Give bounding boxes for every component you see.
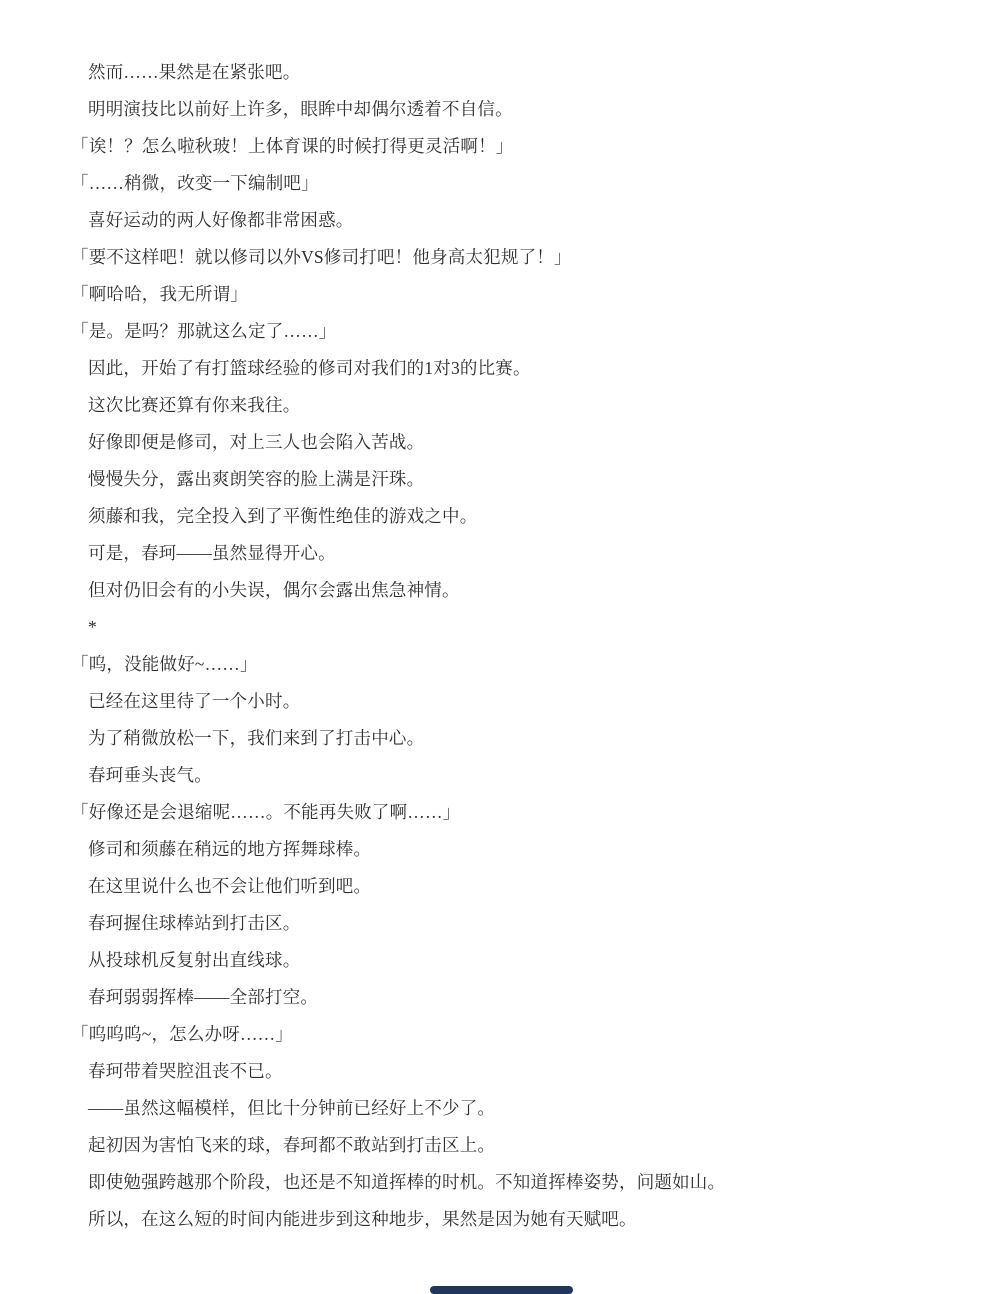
text-line: 喜好运动的两人好像都非常困惑。 [88, 210, 354, 230]
dialogue-line: 「呜呜呜~，怎么办呀……」 [71, 1024, 294, 1044]
text-line: 已经在这里待了一个小时。 [88, 691, 301, 711]
text-line: 可是，春珂——虽然显得开心。 [88, 543, 336, 563]
dialogue-line: 「好像还是会退缩呢……。不能再失败了啊……」 [71, 802, 461, 822]
text-line: 好像即便是修司，对上三人也会陷入苦战。 [88, 432, 425, 452]
text-line: 明明演技比以前好上许多，眼眸中却偶尔透着不自信。 [88, 99, 513, 119]
text-line: 春珂握住球棒站到打击区。 [88, 913, 301, 933]
text-line: 从投球机反复射出直线球。 [88, 950, 301, 970]
dialogue-line: 「是。是吗？那就这么定了……」 [71, 321, 337, 341]
text-line: 慢慢失分，露出爽朗笑容的脸上满是汗珠。 [88, 469, 425, 489]
text-line: 起初因为害怕飞来的球，春珂都不敢站到打击区上。 [88, 1135, 496, 1155]
text-line: 须藤和我，完全投入到了平衡性绝佳的游戏之中。 [88, 506, 478, 526]
text-line: 修司和须藤在稍远的地方挥舞球棒。 [88, 839, 372, 859]
home-indicator-bar[interactable] [430, 1286, 573, 1294]
text-content [71, 60, 940, 1231]
text-line: 这次比赛还算有你来我往。 [88, 395, 301, 415]
text-line: 春珂带着哭腔沮丧不已。 [88, 1061, 283, 1081]
dialogue-line: 「……稍微，改变一下编制吧」 [71, 173, 319, 193]
text-line: 即使勉强跨越那个阶段，也还是不知道挥棒的时机。不知道挥棒姿势，问题如山。 [88, 1172, 726, 1192]
text-line: 春珂垂头丧气。 [88, 765, 212, 785]
dialogue-line: 「诶！？怎么啦秋玻！上体育课的时候打得更灵活啊！」 [71, 136, 514, 156]
text-line: 所以，在这么短的时间内能进步到这种地步，果然是因为她有天赋吧。 [88, 1209, 637, 1229]
text-line: ——虽然这幅模样，但比十分钟前已经好上不少了。 [88, 1098, 496, 1118]
text-line: 因此，开始了有打篮球经验的修司对我们的1对3的比赛。 [88, 358, 531, 378]
text-line: 然而……果然是在紧张吧。 [88, 62, 301, 82]
text-line: 但对仍旧会有的小失误，偶尔会露出焦急神情。 [88, 580, 460, 600]
dialogue-line: 「呜，没能做好~……」 [71, 654, 258, 674]
dialogue-line: 「啊哈哈，我无所谓」 [71, 284, 248, 304]
scene-break-marker: * [88, 617, 97, 637]
text-line: 为了稍微放松一下，我们来到了打击中心。 [88, 728, 425, 748]
dialogue-line: 「要不这样吧！就以修司以外VS修司打吧！他身高太犯规了！」 [71, 247, 572, 267]
text-line: 在这里说什么也不会让他们听到吧。 [88, 876, 372, 896]
text-line: 春珂弱弱挥棒——全部打空。 [88, 987, 319, 1007]
